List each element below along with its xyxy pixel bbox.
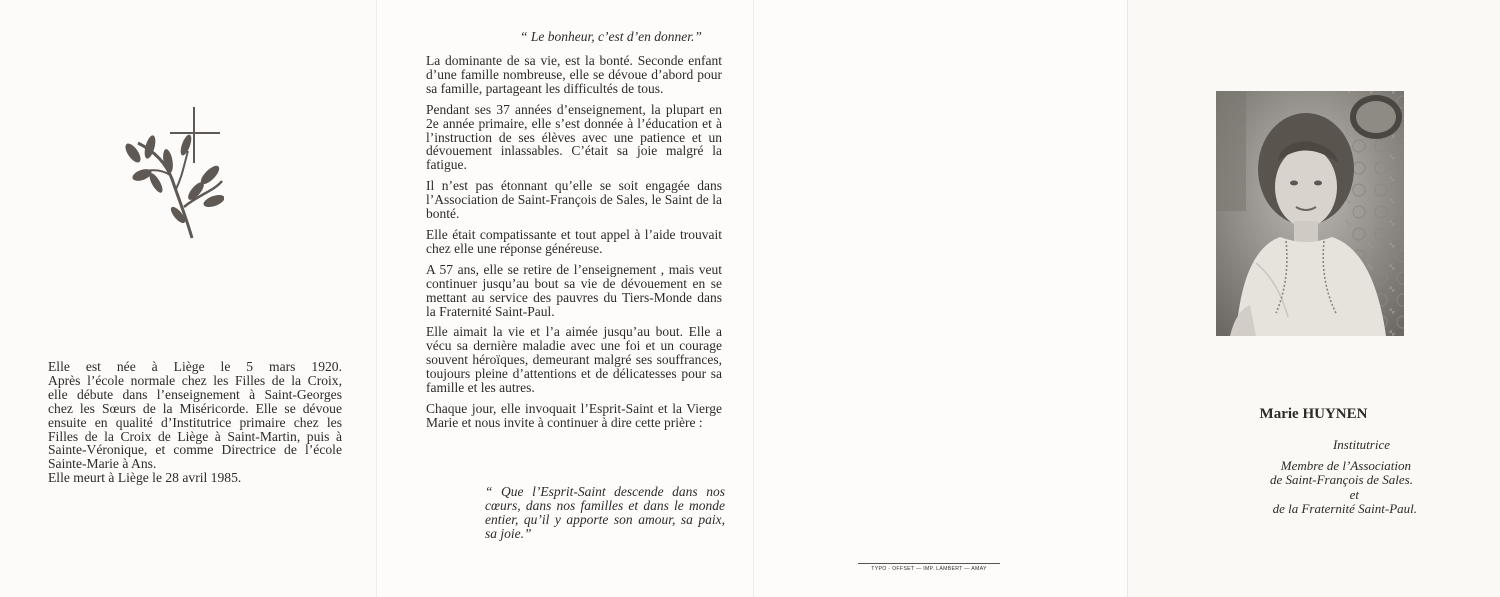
left-panel	[0, 0, 376, 597]
cross-with-olive-branch-icon	[124, 105, 224, 241]
biography-line: chez les Sœurs de la Miséricorde. Elle se dévoue	[48, 400, 342, 416]
tribute-paragraph: Elle était compatissante et tout appel à l’aide trouvait chez elle une réponse généreuse.	[426, 226, 722, 256]
biography-line: elle débute dans l’enseignement à Saint-Georges	[48, 386, 342, 402]
biography-line: Elle est née à Liège le 5 mars 1920.	[48, 359, 342, 374]
deceased-name: Marie HUYNEN	[1259, 406, 1368, 422]
biography-line: ensuite en qualité d’Institutrice primaire chez les	[48, 414, 342, 430]
biography-line: Filles de la Croix de Liège à Saint-Martin, puis à	[48, 428, 342, 444]
blank-panel	[753, 0, 1127, 597]
tribute-text	[426, 54, 722, 437]
fold-line	[376, 0, 377, 597]
closing-prayer: “ Que l’Esprit-Saint descende dans nos cœurs, dans nos familles et dans le monde entier, qu’il y apporte son amour, sa paix, sa joie.”	[485, 484, 725, 541]
printer-credit: TYPO - OFFSET — IMP. LAMBERT — AMAY	[858, 563, 1000, 572]
biography-line: Après l’école normale chez les Filles de la Croix,	[48, 372, 342, 388]
membership-line: et	[1349, 486, 1359, 502]
membership-line: de Saint-François de Sales.	[1270, 472, 1413, 487]
tribute-paragraph: A 57 ans, elle se retire de l’enseignement , mais veut continuer jusqu’au bout sa vie de dévouement en se mettant au service des pauvres du Tiers-Monde dans la Fraternité Saint-Paul.	[426, 261, 722, 319]
tribute-paragraph: La dominante de sa vie, est la bonté. Seconde enfant d’une famille nombreuse, elle se dévoue d’abord pour sa famille, partageant les difficultés de tous.	[426, 53, 722, 96]
identity-roles	[1127, 438, 1417, 517]
membership-line: Membre de l’Association	[1280, 457, 1411, 473]
membership-line: de la Fraternité Saint-Paul.	[1272, 501, 1417, 516]
biography-text	[48, 360, 342, 485]
tribute-paragraph: Elle aimait la vie et l’a aimée jusqu’au bout. Elle a vécu sa dernière maladie avec une foi et un courage souvent héroïques, demeurant malgré ses souffrances, toujours pleine d’attentions et de délicatesses pour sa famille et les autres.	[426, 324, 722, 396]
biography-line: Sainte-Véronique, et comme Directrice de l’école	[48, 442, 342, 458]
portrait-photo	[1216, 91, 1404, 336]
tribute-paragraph: Chaque jour, elle invoquait l’Esprit-Saint et la Vierge Marie et nous invite à continuer à dire cette prière :	[426, 400, 722, 430]
motto-quote: “ Le bonheur, c’est d’en donner.”	[520, 29, 702, 44]
fold-line	[753, 0, 754, 597]
occupation: Institutrice	[1332, 437, 1390, 452]
biography-line: Elle meurt à Liège le 28 avril 1985.	[48, 470, 242, 486]
biography-line: Sainte-Marie à Ans.	[48, 456, 157, 472]
tribute-paragraph: Il n’est pas étonnant qu’elle se soit engagée dans l’Association de Saint-François de Sales, le Saint de la bonté.	[426, 178, 722, 222]
tribute-paragraph: Pendant ses 37 années d’enseignement, la plupart en 2e année primaire, elle s’est donnée à l’éducation et à l’instruction de ses élèves avec une patience et un dévouement inlassables. C’était sa joie malgré la fatigue.	[426, 101, 722, 173]
